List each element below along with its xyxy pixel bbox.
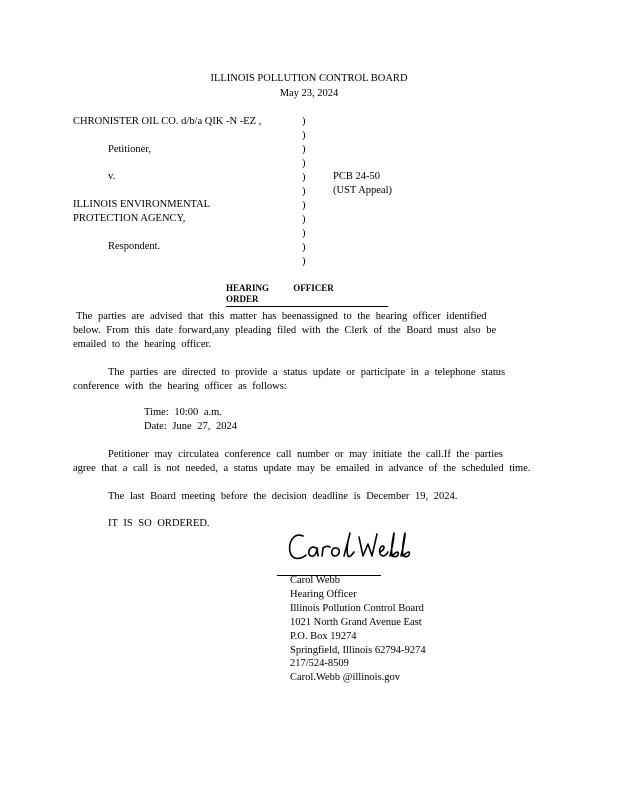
versus-label: v. (108, 171, 116, 182)
order-date: May 23, 2024 (279, 88, 339, 99)
caption-paren: ) (302, 172, 306, 183)
signer-title: Hearing Officer (290, 589, 357, 600)
address-line-2: P.O. Box 19274 (290, 631, 357, 642)
paragraph-1-line-2: below. From this date forward,any pleading filed with the Clerk of the Board must also be (73, 325, 497, 336)
paragraph-2-line-2: conference with the hearing officer as follows: (73, 381, 287, 392)
hearing-time: Time: 10:00 a.m. (144, 407, 222, 418)
caption-paren: ) (302, 228, 306, 239)
paragraph-3-line-1: Petitioner may circulatea conference call number or may initiate the call.If the parties (108, 449, 503, 460)
paragraph-4: The last Board meeting before the decision deadline is December 19, 2024. (108, 491, 458, 502)
address-line-3: Springfield, Illinois 62794-9274 (290, 645, 426, 656)
address-line-1: 1021 North Grand Avenue East (290, 617, 422, 628)
caption-paren: ) (302, 214, 306, 225)
caption-divider (302, 115, 312, 269)
paragraph-1-line-3: emailed to the hearing officer. (73, 339, 212, 350)
caption-paren: ) (302, 158, 306, 169)
paragraph-1-line-1: The parties are advised that this matter has beenassigned to the hearing officer identified (76, 311, 487, 322)
respondent-name-line2: PROTECTION AGENCY, (73, 213, 186, 224)
caption-paren: ) (302, 256, 306, 267)
email-address: Carol.Webb @illinois.gov (290, 672, 401, 683)
caption-paren: ) (302, 116, 306, 127)
closing-statement: IT IS SO ORDERED. (108, 518, 210, 529)
caption-paren: ) (302, 186, 306, 197)
caption-paren: ) (302, 200, 306, 211)
agency-title: ILLINOIS POLLUTION CONTROL BOARD (210, 73, 408, 84)
phone-number: 217/524-8509 (290, 658, 349, 669)
respondent-role: Respondent. (108, 241, 161, 252)
case-type: (UST Appeal) (333, 185, 393, 196)
paragraph-3-line-2: agree that a call is not needed, a status update may be emailed in advance of the scheduled time. (73, 463, 531, 474)
order-title: HEARING OFFICER ORDER (226, 283, 388, 307)
case-number: PCB 24-50 (333, 171, 380, 182)
signer-organization: Illinois Pollution Control Board (290, 603, 424, 614)
petitioner-role: Petitioner, (108, 144, 152, 155)
respondent-name-line1: ILLINOIS ENVIRONMENTAL (73, 199, 211, 210)
petitioner-name: CHRONISTER OIL CO. d/b/a QIK -N -EZ , (73, 116, 262, 127)
caption-paren: ) (302, 130, 306, 141)
signer-name: Carol Webb (290, 575, 340, 586)
hearing-date: Date: June 27, 2024 (144, 421, 237, 432)
caption-paren: ) (302, 144, 306, 155)
paragraph-2-line-1: The parties are directed to provide a status update or participate in a telephone status (108, 367, 506, 378)
handwritten-signature (286, 528, 416, 570)
caption-paren: ) (302, 242, 306, 253)
